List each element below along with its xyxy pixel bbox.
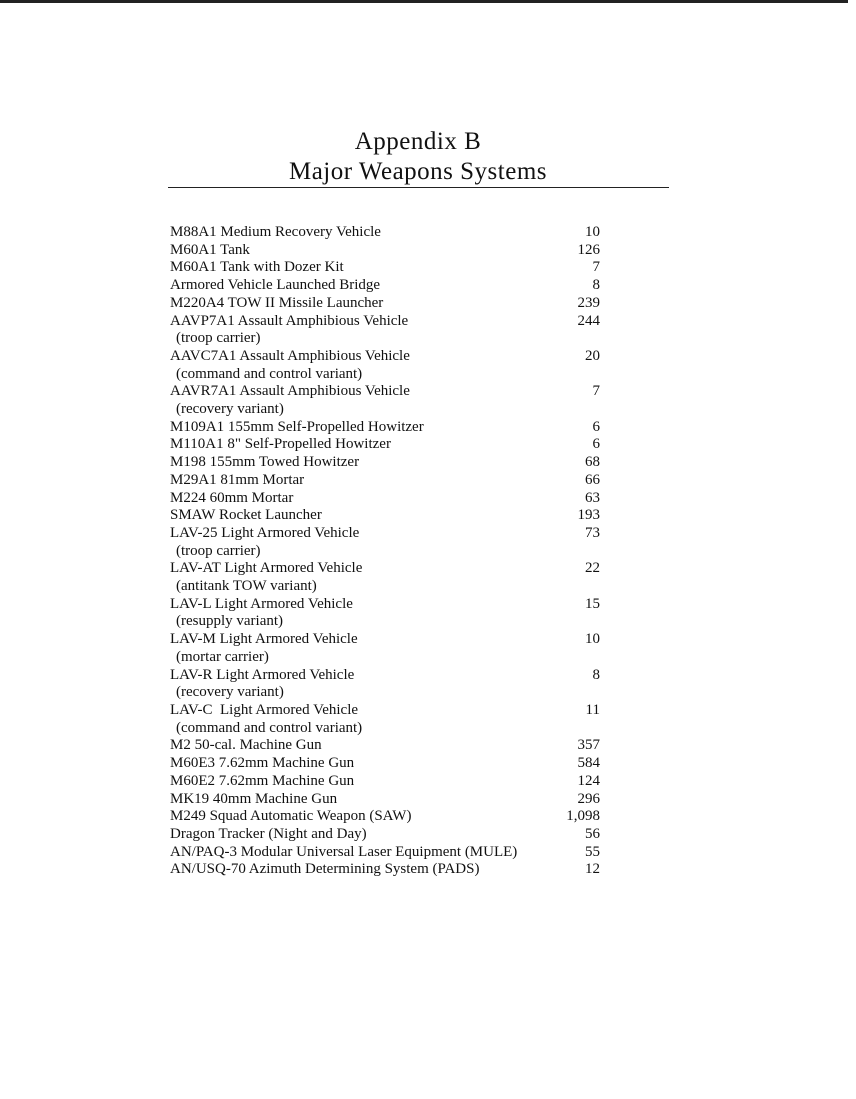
weapon-name: Dragon Tracker (Night and Day) [170, 825, 367, 842]
weapon-name: M2 50-cal. Machine Gun [170, 737, 322, 754]
appendix-subtitle: Major Weapons Systems [288, 158, 547, 185]
weapon-quantity: 126 [577, 241, 600, 258]
weapon-row [170, 242, 600, 260]
weapon-quantity: 6 [592, 418, 600, 435]
weapon-name: LAV-C Light Armored Vehicle [170, 701, 359, 718]
weapon-row [170, 826, 600, 844]
weapon-quantity: 296 [577, 790, 600, 807]
weapon-quantity: 10 [585, 631, 600, 648]
weapons-list [170, 224, 600, 879]
weapon-row [170, 755, 600, 773]
weapon-name: LAV-L Light Armored Vehicle [170, 595, 353, 612]
weapon-name: MK19 40mm Machine Gun [170, 790, 338, 807]
weapon-variant: (command and control variant) [176, 719, 363, 736]
weapon-quantity: 68 [585, 454, 600, 471]
weapon-name: M60A1 Tank [170, 241, 250, 258]
weapon-quantity: 12 [585, 861, 600, 878]
weapon-row [170, 631, 600, 649]
weapon-row [170, 737, 600, 755]
weapon-name: LAV-M Light Armored Vehicle [170, 631, 358, 648]
weapon-row [170, 844, 600, 862]
weapon-row [170, 808, 600, 826]
weapon-row [170, 436, 600, 454]
weapon-row [170, 702, 600, 720]
page-top-border [0, 0, 848, 3]
weapon-name: Armored Vehicle Launched Bridge [170, 277, 381, 294]
weapon-quantity: 7 [592, 383, 600, 400]
weapon-quantity: 7 [592, 259, 600, 276]
weapon-quantity: 56 [585, 825, 600, 842]
weapon-name: M198 155mm Towed Howitzer [170, 454, 360, 471]
weapon-row [170, 224, 600, 242]
title-rule [168, 187, 669, 188]
weapon-variant: (recovery variant) [176, 684, 284, 701]
weapon-quantity: 11 [585, 701, 600, 718]
weapon-row [170, 295, 600, 313]
weapon-quantity: 244 [577, 312, 600, 329]
weapon-row [170, 560, 600, 578]
weapon-variant: (antitank TOW variant) [176, 578, 317, 595]
weapon-name: LAV-25 Light Armored Vehicle [170, 524, 360, 541]
weapon-row [170, 472, 600, 490]
weapon-quantity: 6 [592, 436, 600, 453]
weapon-quantity: 8 [592, 277, 600, 294]
weapon-quantity: 8 [592, 666, 600, 683]
weapon-name: M109A1 155mm Self-Propelled Howitzer [170, 418, 424, 435]
weapon-name: AAVC7A1 Assault Amphibious Vehicle [170, 347, 410, 364]
weapon-name: M60E2 7.62mm Machine Gun [170, 772, 355, 789]
weapon-quantity: 193 [577, 507, 600, 524]
weapon-quantity: 124 [577, 772, 600, 789]
weapon-quantity: 63 [585, 489, 600, 506]
weapon-quantity: 1,098 [566, 808, 600, 825]
weapon-name: M224 60mm Mortar [170, 489, 294, 506]
weapon-name: AAVP7A1 Assault Amphibious Vehicle [170, 312, 409, 329]
weapon-name: M60E3 7.62mm Machine Gun [170, 755, 355, 772]
weapon-row [170, 507, 600, 525]
weapon-row [170, 348, 600, 366]
weapon-quantity: 73 [585, 524, 600, 541]
weapon-quantity: 66 [585, 471, 600, 488]
weapon-name: AN/PAQ-3 Modular Universal Laser Equipment (MULE) [170, 843, 518, 860]
weapon-row [170, 861, 600, 879]
weapon-quantity: 20 [585, 347, 600, 364]
weapon-name: M110A1 8" Self-Propelled Howitzer [170, 436, 391, 453]
appendix-title: Appendix B [354, 128, 482, 155]
weapon-name: M220A4 TOW II Missile Launcher [170, 294, 384, 311]
weapon-quantity: 15 [585, 595, 600, 612]
weapon-variant: (troop carrier) [176, 542, 261, 559]
weapon-variant: (recovery variant) [176, 401, 284, 418]
weapon-row [170, 313, 600, 331]
weapon-name: LAV-AT Light Armored Vehicle [170, 560, 363, 577]
weapon-name: AN/USQ-70 Azimuth Determining System (PADS) [170, 861, 480, 878]
weapon-name: LAV-R Light Armored Vehicle [170, 666, 355, 683]
weapon-quantity: 239 [577, 294, 600, 311]
weapon-variant: (resupply variant) [176, 613, 284, 630]
weapon-row [170, 791, 600, 809]
weapon-row [170, 596, 600, 614]
weapon-quantity: 55 [585, 843, 600, 860]
weapon-quantity: 22 [585, 560, 600, 577]
weapon-name: M249 Squad Automatic Weapon (SAW) [170, 808, 412, 825]
weapon-row [170, 525, 600, 543]
weapon-row [170, 773, 600, 791]
weapon-name: M88A1 Medium Recovery Vehicle [170, 224, 381, 240]
weapon-quantity: 584 [577, 755, 600, 772]
weapon-row [170, 419, 600, 437]
weapon-variant: (mortar carrier) [176, 648, 269, 665]
weapon-row [170, 259, 600, 277]
weapon-variant: (troop carrier) [176, 330, 261, 347]
weapon-row [170, 667, 600, 685]
weapon-name: M60A1 Tank with Dozer Kit [170, 259, 344, 276]
weapon-name: SMAW Rocket Launcher [170, 507, 322, 524]
weapon-row [170, 383, 600, 401]
weapon-name: M29A1 81mm Mortar [170, 471, 305, 488]
weapon-row [170, 490, 600, 508]
weapon-quantity: 10 [585, 224, 600, 240]
weapon-row [170, 454, 600, 472]
weapon-variant: (command and control variant) [176, 365, 363, 382]
weapon-row [170, 277, 600, 295]
weapon-name: AAVR7A1 Assault Amphibious Vehicle [170, 383, 410, 400]
weapon-quantity: 357 [577, 737, 600, 754]
